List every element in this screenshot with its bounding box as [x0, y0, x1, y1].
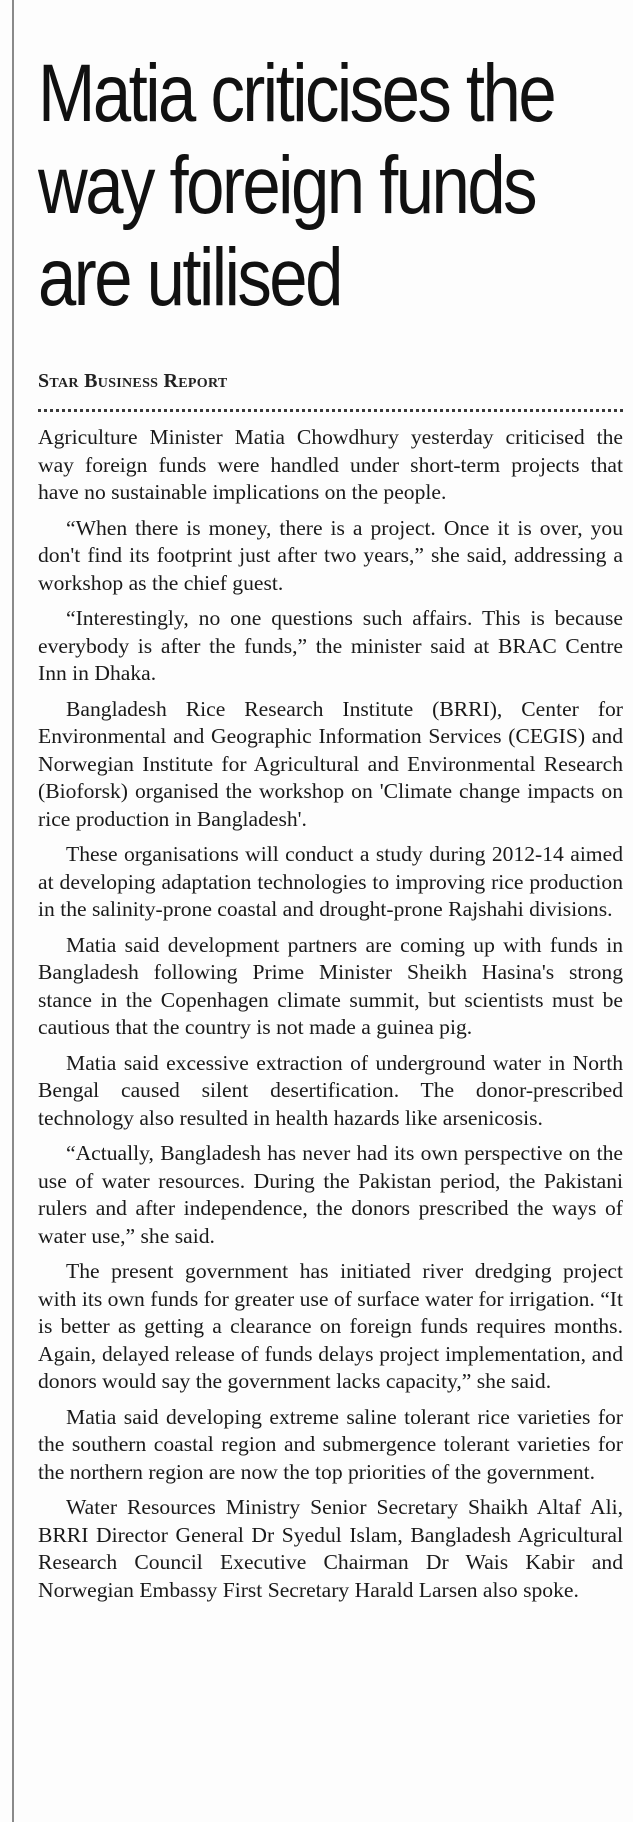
article-body [38, 424, 623, 1612]
paragraph: Agriculture Minister Matia Chowdhury yesterday criticised the way foreign funds were handled under short-term projects that have no sustainable implications on the people. [38, 425, 623, 504]
paragraph: Bangladesh Rice Research Institute (BRRI), Center for Environmental and Geographic Information Services (CEGIS) and Norwegian Institute for Agricultural and Environmental Research (Bioforsk) organised the workshop on 'Climate change impacts on rice production in Bangladesh'. [38, 696, 623, 831]
dotted-divider [38, 409, 623, 412]
paragraph: Matia said development partners are coming up with funds in Bangladesh following Prime Minister Sheikh Hasina's strong stance in the Copenhagen climate summit, but scientists must be cautious that the country is not made a guinea pig. [38, 932, 623, 1039]
headline [38, 48, 555, 324]
paragraph: “When there is money, there is a project. Once it is over, you don't find its footprint just after two years,” she said, addressing a workshop as the chief guest. [38, 515, 623, 595]
byline: Star Business Report [38, 370, 228, 392]
paragraph: These organisations will conduct a study during 2012-14 aimed at developing adaptation technologies to improving rice production in the salinity-prone coastal and drought-prone Rajshahi divisions. [38, 842, 623, 921]
headline-line-2: way foreign funds [38, 140, 536, 231]
paragraph: Matia said excessive extraction of underground water in North Bengal caused silent desertification. The donor-prescribed technology also resulted in health hazards like arsenicosis. [38, 1050, 623, 1130]
headline-line-1: Matia criticises the [38, 48, 555, 139]
paragraph: The present government has initiated river dredging project with its own funds for greater use of surface water for irrigation. “It is better as getting a clearance on foreign funds requires months. Again, delayed release of funds delays project implementation, and donors would say the government lacks capacity,” she said. [38, 1259, 623, 1393]
paragraph: Matia said developing extreme saline tolerant rice varieties for the southern coastal region and submergence tolerant varieties for the northern region are now the top priorities of the government. [38, 1404, 623, 1484]
paragraph: Water Resources Ministry Senior Secretary Shaikh Altaf Ali, BRRI Director General Dr Syedul Islam, Bangladesh Agricultural Research Council Executive Chairman Dr Wais Kabir and Norwegian Embassy First Secretary Harald Larsen also spoke. [38, 1495, 623, 1602]
paragraph: “Actually, Bangladesh has never had its own perspective on the use of water resources. During the Pakistan period, the Pakistani rulers and after independence, the donors prescribed the ways of water use,” she said. [38, 1141, 623, 1248]
paragraph: “Interestingly, no one questions such affairs. This is because everybody is after the funds,” the minister said at BRAC Centre Inn in Dhaka. [38, 606, 623, 685]
headline-line-3: are utilised [38, 232, 341, 323]
column-rule [12, 0, 14, 1822]
